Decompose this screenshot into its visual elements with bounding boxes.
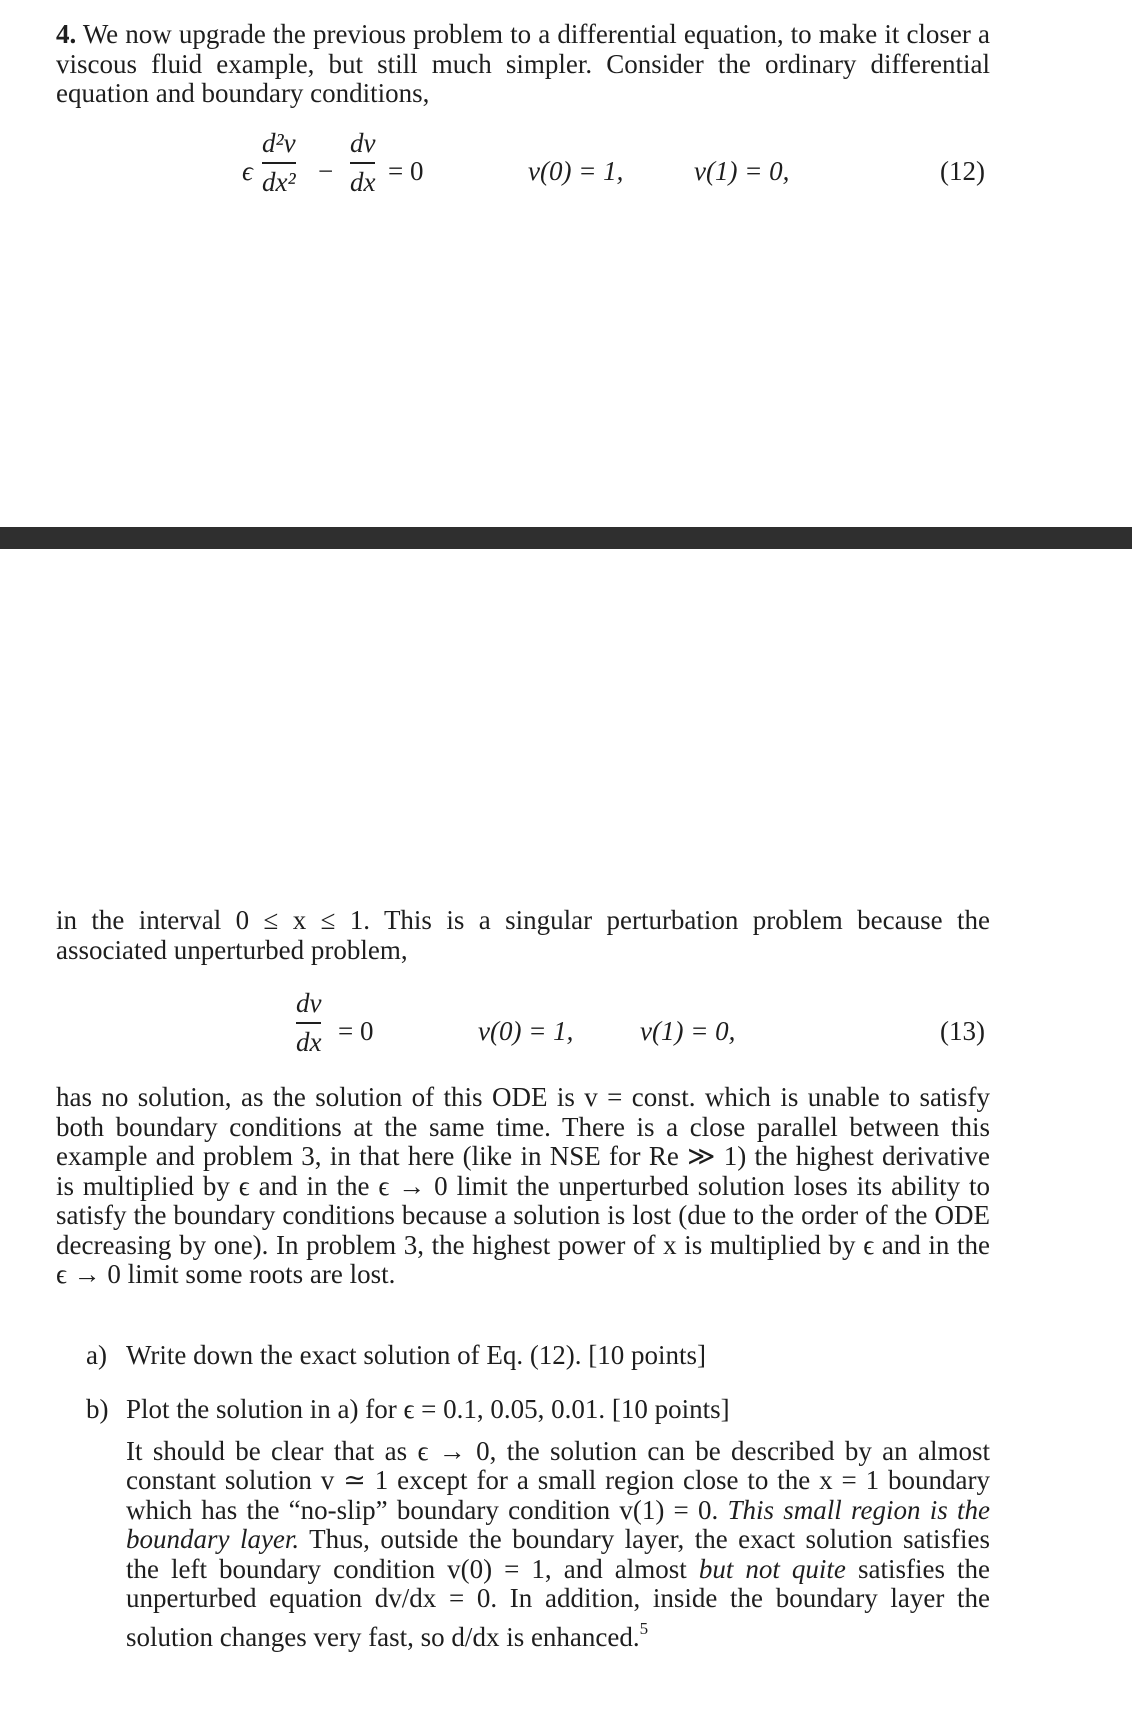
footnote-mark: 5 [639, 1618, 649, 1638]
boundary-layer-emphasis: This small region is the boundary layer. [126, 1494, 991, 1554]
eq13-den: dx [296, 1026, 322, 1057]
eq12-first-derivative [350, 128, 375, 197]
paragraph-discussion: has no solution, as the solution of this ODE is v = const. which is unable to satisfy both boundary conditions at the same time. There is a close parallel between this example and problem 3, in that here (like in NSE for Re ≫ 1) the highest derivative is multiplied by ϵ and in the ϵ → 0 limit the unperturbed solution loses its ability to satisfy the boundary conditions because a solution is lost (due to the order of the ODE decreasing by one). In problem 3, the highest power of x is multiplied by ϵ and in the ϵ → 0 limit some roots are lost. [56, 1082, 990, 1289]
eq13-bc1: v(0) = 1, [478, 1016, 574, 1046]
eq13-derivative [296, 988, 321, 1057]
not-quite-emphasis: but not quite [698, 1553, 846, 1584]
item-b-explanation [126, 1437, 990, 1653]
item-a-label: a) [86, 1340, 107, 1370]
problem-number: 4. [56, 19, 77, 49]
eq12-num2: dv [350, 128, 376, 158]
eq12-label: (12) [940, 156, 985, 186]
explanation-part-2: Thus, outside the boundary layer, the exact solution satisfies the left boundary condition v(0) = 1, and almost [126, 1524, 991, 1584]
eq13-num: dv [296, 988, 322, 1018]
eq12-bc2: v(1) = 0, [694, 156, 790, 186]
fraction-bar [296, 1022, 321, 1024]
eq13-label: (13) [940, 1016, 985, 1046]
eq12-minus: − [318, 156, 334, 186]
paragraph-interval: in the interval 0 ≤ x ≤ 1. This is a singular perturbation problem because the associated unperturbed problem, [56, 905, 990, 965]
item-b-label: b) [86, 1394, 109, 1424]
eq13-bc2: v(1) = 0, [640, 1016, 736, 1046]
eq12-num1: d²v [262, 128, 296, 158]
explanation-part-1: It should be clear that as ϵ → 0, the solution can be described by an almost constant solution v ≃ 1 except for a small region close to the x = 1 boundary which has the “no-slip” boundary condition v(1) = 0. [126, 1435, 990, 1525]
problem-intro [56, 20, 990, 109]
list-item-a [86, 1341, 990, 1371]
equation-13 [0, 988, 1132, 1068]
eq12-rhs: = 0 [388, 156, 424, 186]
item-b-text: Plot the solution in a) for ϵ = 0.1, 0.05, 0.01. [10 points] [126, 1394, 730, 1424]
page-divider [0, 527, 1132, 549]
eq12-den1: dx² [262, 166, 296, 197]
eq12-bc1: v(0) = 1, [528, 156, 624, 186]
eq13-rhs: = 0 [338, 1016, 374, 1046]
fraction-bar [262, 162, 296, 164]
problem-intro-text: We now upgrade the previous problem to a differential equation, to make it closer a viscous fluid example, but still much simpler. Consider the ordinary differential equation and boundary conditions, [56, 19, 990, 108]
item-a-text: Write down the exact solution of Eq. (12). [10 points] [126, 1340, 707, 1370]
fraction-bar [350, 162, 375, 164]
eq12-den2: dx [350, 166, 376, 197]
equation-12 [0, 128, 1132, 208]
eq12-second-derivative [262, 128, 296, 197]
list-item-b [86, 1395, 990, 1652]
explanation-part-3: satisfies the unperturbed equation dv/dx = 0. In addition, inside the boundary layer the solution changes very fast, so d/dx is enhanced. [126, 1553, 991, 1652]
eq12-epsilon: ϵ [242, 156, 253, 186]
